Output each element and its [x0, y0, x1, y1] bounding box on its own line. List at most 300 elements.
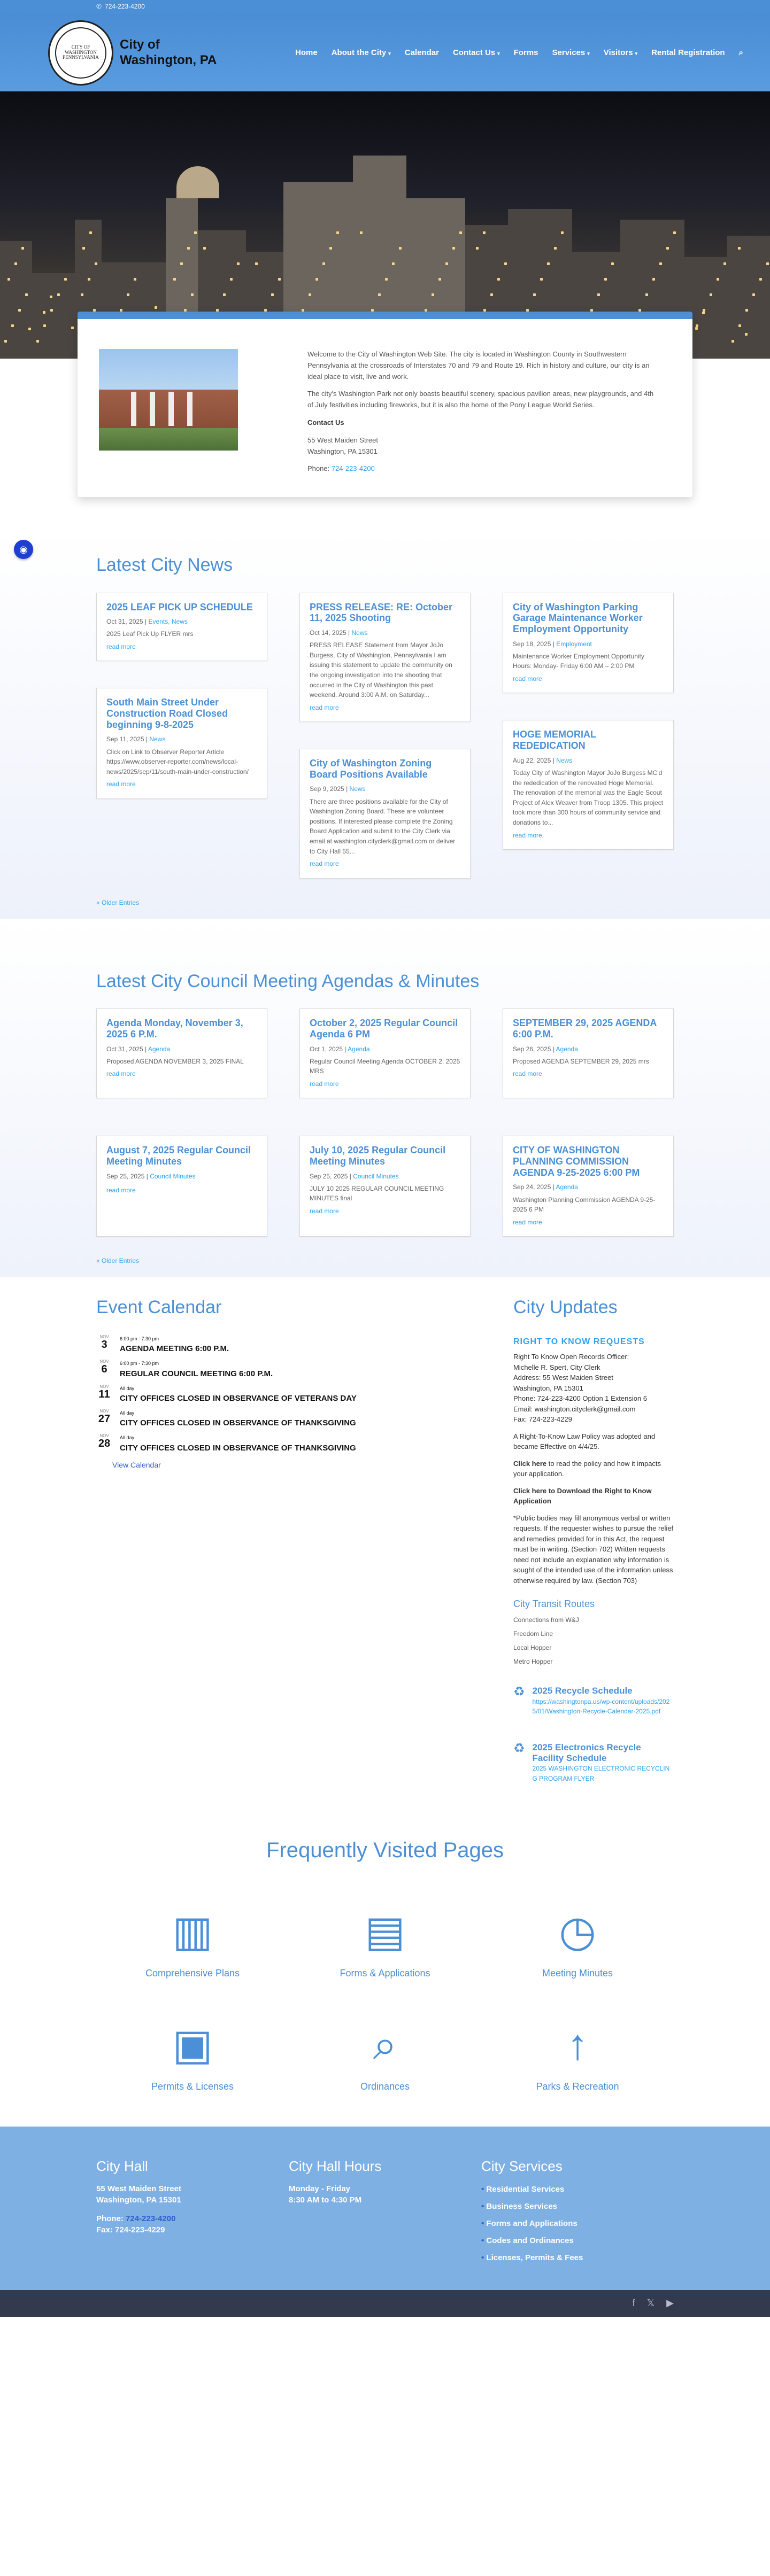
- event-day: 28: [98, 1438, 111, 1450]
- site-footer: [0, 2127, 770, 2290]
- post-meta: [513, 639, 664, 649]
- window-light: [21, 247, 24, 250]
- chevron-down-icon: ▾: [587, 50, 590, 56]
- footer-address-2: Washington, PA 15301: [96, 2195, 181, 2205]
- meetings-heading: Latest City Council Meeting Agendas & Minutes: [96, 971, 480, 991]
- window-light: [399, 247, 402, 250]
- footer-service-item: [481, 2252, 674, 2264]
- event-month: NOV: [99, 1334, 109, 1339]
- window-light: [173, 278, 176, 281]
- nav-label: Home: [295, 48, 318, 57]
- footer-phone-link[interactable]: 724-223-4200: [126, 2214, 176, 2223]
- window-light: [645, 293, 648, 296]
- post-category-link[interactable]: Council Minutes: [150, 1172, 196, 1180]
- post-title-link[interactable]: July 10, 2025 Regular Council Meeting Minutes: [310, 1145, 446, 1167]
- window-light: [255, 262, 258, 265]
- post-title-link[interactable]: SEPTEMBER 29, 2025 AGENDA 6:00 P.M.: [513, 1018, 657, 1039]
- accessibility-icon[interactable]: ◉: [14, 540, 33, 559]
- event-month: NOV: [99, 1408, 109, 1414]
- window-light: [360, 231, 363, 234]
- post-date: Sep 25, 2025: [310, 1172, 348, 1180]
- post-category-link[interactable]: Agenda: [348, 1045, 370, 1053]
- post-excerpt: PRESS RELEASE Statement from Mayor JoJo Burgess, City of Washington, Pennsylvania I am issuing this statement to update the community on the ongoing investigation into the shooting that occurred in the City of Washington this past weekend. Around 3:00 A.M. on Saturday...: [310, 641, 452, 699]
- city-seal-logo[interactable]: [48, 20, 113, 86]
- nav-item-0[interactable]: [295, 46, 318, 59]
- clock-icon: ◷: [559, 1907, 596, 1955]
- read-more-link[interactable]: read more: [513, 1070, 542, 1078]
- meetings-grid: [96, 1008, 674, 1237]
- youtube-icon[interactable]: ▶: [666, 2298, 674, 2309]
- event-day: 27: [98, 1413, 111, 1425]
- meta-separator: |: [143, 1045, 148, 1053]
- window-light: [203, 247, 206, 250]
- calendar-event[interactable]: [96, 1360, 476, 1380]
- event-info: [120, 1360, 273, 1380]
- window-light: [673, 231, 676, 234]
- post-date: Oct 31, 2025: [106, 1045, 143, 1053]
- recycle-title: 2025 Electronics Recycle Facility Schedule: [532, 1742, 641, 1764]
- read-more-link[interactable]: read more: [106, 1070, 136, 1078]
- transit-route-link[interactable]: Local Hopper: [513, 1644, 552, 1652]
- post-meta: [513, 756, 664, 766]
- window-light: [155, 306, 157, 309]
- window-light: [752, 293, 755, 296]
- window-light: [604, 278, 607, 281]
- search-icon[interactable]: ⌕: [738, 48, 743, 57]
- news-card: [503, 720, 674, 850]
- nav-label: About the City: [331, 48, 387, 57]
- event-info: [120, 1434, 356, 1454]
- nav-label: Calendar: [404, 48, 439, 57]
- window-light: [57, 293, 60, 296]
- window-light: [134, 278, 136, 281]
- window-light: [82, 247, 85, 250]
- window-light: [315, 278, 318, 281]
- window-light: [378, 293, 381, 296]
- meta-separator: |: [343, 1045, 348, 1053]
- window-light: [652, 278, 655, 281]
- news-older-entries-link[interactable]: « Older Entries: [96, 898, 140, 906]
- footer-service-link[interactable]: Licenses, Permits & Fees: [486, 2253, 583, 2262]
- transit-route-link[interactable]: Connections from W&J: [513, 1616, 579, 1624]
- facebook-icon[interactable]: f: [632, 2298, 635, 2309]
- recycle-icon: ♻: [513, 1685, 525, 1700]
- post-excerpt: Regular Council Meeting Agenda OCTOBER 2, 2025 MRS: [310, 1057, 460, 1075]
- event-time: All day: [120, 1435, 135, 1441]
- window-light: [438, 278, 441, 281]
- post-category-link[interactable]: News: [349, 785, 366, 793]
- post-meta: [310, 628, 460, 638]
- footer-address-1: 55 West Maiden Street: [96, 2184, 181, 2193]
- read-more-link[interactable]: read more: [513, 675, 542, 682]
- event-time: 6:00 pm - 7:30 pm: [120, 1336, 159, 1341]
- arrow-up-icon: ↑: [567, 2021, 588, 2069]
- city-updates: [513, 1293, 674, 1790]
- calendar-event[interactable]: [96, 1434, 476, 1454]
- footer-service-link[interactable]: Forms and Applications: [486, 2218, 578, 2228]
- meeting-card: [503, 1136, 674, 1237]
- rtk-policy-text: to read the policy and how it impacts your application.: [513, 1459, 661, 1478]
- footer-service-item: [481, 2217, 674, 2230]
- window-light: [336, 231, 339, 234]
- post-title-link[interactable]: City of Washington Zoning Board Positions Available: [310, 758, 432, 780]
- site-title-line2: Washington, PA: [120, 52, 217, 67]
- calendar-event[interactable]: [96, 1335, 476, 1355]
- event-day: 6: [101, 1363, 107, 1376]
- event-title[interactable]: CITY OFFICES CLOSED IN OBSERVANCE OF THANKSGIVING: [120, 1443, 356, 1453]
- intro-address-2: Washington, PA 15301: [307, 447, 378, 455]
- window-light: [309, 293, 311, 296]
- event-date: [96, 1360, 112, 1375]
- read-more-link[interactable]: read more: [106, 780, 136, 788]
- window-light: [483, 231, 486, 234]
- post-meta: [513, 1044, 664, 1054]
- post-category-link[interactable]: Agenda: [556, 1045, 578, 1053]
- window-light: [710, 293, 712, 296]
- post-date: Oct 1, 2025: [310, 1045, 343, 1053]
- window-light: [223, 293, 226, 296]
- post-title-link[interactable]: PRESS RELEASE: RE: October 11, 2025 Shooting: [310, 601, 453, 624]
- post-date: Sep 25, 2025: [106, 1172, 145, 1180]
- frequent-link[interactable]: [96, 1905, 289, 1981]
- frequent-link-label: Permits & Licenses: [151, 2081, 234, 2092]
- news-card: [503, 593, 674, 694]
- footer-service-link[interactable]: Business Services: [486, 2201, 558, 2211]
- window-light: [230, 278, 233, 281]
- intro-card: [78, 312, 692, 497]
- read-more-link[interactable]: read more: [106, 1186, 136, 1194]
- seal-text: CITY OF WASHINGTON PENNSYLVANIA: [55, 27, 106, 79]
- window-light: [432, 293, 434, 296]
- meetings-older-entries-link[interactable]: « Older Entries: [96, 1257, 140, 1265]
- window-light: [385, 278, 388, 281]
- nav-item-2[interactable]: [405, 46, 439, 59]
- frequently-visited-section: [0, 1812, 770, 2127]
- post-title-link[interactable]: 2025 LEAF PICK UP SCHEDULE: [106, 601, 253, 612]
- window-light: [329, 247, 332, 250]
- post-title-link[interactable]: October 2, 2025 Regular Council Agenda 6 PM: [310, 1018, 458, 1039]
- window-light: [759, 278, 762, 281]
- intro-address-1: 55 West Maiden Street: [307, 436, 378, 444]
- window-light: [81, 293, 83, 296]
- meta-separator: |: [348, 1172, 353, 1180]
- window-light: [25, 293, 28, 296]
- post-meta: [513, 1182, 664, 1192]
- event-day: 11: [98, 1388, 110, 1400]
- post-title-link[interactable]: City of Washington Parking Garage Maintenance Worker Employment Opportunity: [513, 601, 643, 634]
- read-more-link[interactable]: read more: [310, 1207, 339, 1215]
- post-excerpt: Proposed AGENDA NOVEMBER 3, 2025 FINAL: [106, 1057, 244, 1065]
- window-light: [540, 278, 543, 281]
- read-more-link[interactable]: read more: [513, 831, 542, 839]
- nav-item-3[interactable]: [453, 46, 500, 59]
- top-phone[interactable]: 724-223-4200: [105, 3, 145, 11]
- calendar-updates-section: [0, 1277, 770, 1811]
- nav-item-7[interactable]: [651, 46, 725, 59]
- calendar-event[interactable]: [96, 1385, 476, 1405]
- window-light: [187, 247, 190, 250]
- id-badge-icon: ▣: [172, 2021, 213, 2069]
- news-column: [503, 593, 674, 879]
- meeting-card: [96, 1008, 267, 1098]
- event-month: NOV: [99, 1359, 109, 1364]
- post-excerpt: Maintenance Worker Employment Opportunity Hours: Monday- Friday 6:00 AM – 2:00 PM: [513, 652, 644, 670]
- rtk-download-link[interactable]: Click here to Download the Right to Know Application: [513, 1486, 652, 1506]
- news-card: [299, 593, 471, 723]
- window-light: [392, 262, 395, 265]
- window-light: [611, 262, 614, 265]
- frequent-link[interactable]: [289, 2018, 481, 2094]
- meta-separator: |: [346, 629, 352, 637]
- window-light: [497, 278, 500, 281]
- frequent-link-label: Forms & Applications: [340, 1967, 430, 1978]
- post-date: Sep 26, 2025: [513, 1045, 551, 1053]
- calendar-event[interactable]: [96, 1409, 476, 1430]
- read-more-link[interactable]: read more: [310, 1080, 339, 1088]
- news-column: [96, 593, 267, 879]
- meta-separator: |: [551, 640, 557, 648]
- window-light: [322, 262, 325, 265]
- intro-phone-link[interactable]: 724-223-4200: [331, 464, 375, 473]
- footer-service-link[interactable]: Residential Services: [486, 2184, 565, 2194]
- document-search-icon: ⌕: [373, 2021, 397, 2069]
- transit-route-link[interactable]: Freedom Line: [513, 1630, 553, 1638]
- post-category-link[interactable]: News: [556, 756, 573, 764]
- chevron-down-icon: ▾: [497, 50, 500, 56]
- footer-service-item: [481, 2200, 674, 2213]
- intro-phone-label: Phone:: [307, 464, 330, 473]
- event-date: [96, 1335, 112, 1350]
- footer-cityhall-heading: City Hall: [96, 2158, 148, 2175]
- post-title-link[interactable]: CITY OF WASHINGTON PLANNING COMMISSION AGENDA 9-25-2025 6:00 PM: [513, 1145, 640, 1178]
- event-info: [120, 1385, 357, 1405]
- footer-city-hall: [96, 2155, 289, 2269]
- nav-item-4[interactable]: [514, 46, 538, 59]
- nav-label: Rental Registration: [651, 48, 725, 57]
- footer-services: [481, 2155, 674, 2269]
- recycle-title: 2025 Recycle Schedule: [532, 1686, 633, 1696]
- calendar-heading: Event Calendar: [96, 1297, 222, 1318]
- nav-label: Contact Us: [452, 48, 496, 57]
- meeting-card: [96, 1136, 267, 1237]
- event-info: [120, 1335, 229, 1355]
- read-more-link[interactable]: read more: [513, 1218, 542, 1226]
- frequent-link-label: Meeting Minutes: [542, 1967, 613, 1978]
- window-light: [95, 262, 97, 265]
- news-heading: Latest City News: [96, 555, 233, 576]
- event-day: 3: [101, 1338, 107, 1351]
- frequent-link[interactable]: [289, 1905, 481, 1981]
- window-light: [533, 293, 536, 296]
- post-excerpt: There are three positions available for the City of Washington Zoning Board. These are volunteer positions. If interested please complete the Zoning Board Application and submit to the City Clerk via email at washington.cityclerk@gmail.com or deliver to City Hall 55...: [310, 797, 456, 855]
- window-light: [7, 278, 10, 281]
- post-date: Oct 14, 2025: [310, 629, 346, 637]
- window-light: [666, 247, 669, 250]
- site-title-line1: City of: [120, 37, 160, 52]
- event-title[interactable]: AGENDA MEETING 6:00 P.M.: [120, 1344, 229, 1354]
- recycle-link[interactable]: https://washingtonpa.us/wp-content/uploads/2025/01/Washington-Recycle-Calendar-2025.pdf: [532, 1697, 670, 1716]
- window-light: [723, 262, 726, 265]
- recycle-icon: ♻: [513, 1741, 525, 1756]
- post-category-link[interactable]: Agenda: [556, 1183, 578, 1191]
- post-excerpt: Today City of Washington Mayor JoJo Burgess MC'd the rededication of the renovated Hoge Memorial. The renovation of the memorial was the Eagle Scout Project of Alex Weaver from Troop 1305. This project took more than 300 hours of community service and donations to...: [513, 769, 664, 826]
- updates-heading: City Updates: [513, 1297, 618, 1318]
- post-category-link[interactable]: Agenda: [148, 1045, 171, 1053]
- intro-paragraph-2: The city's Washington Park not only boasts beautiful scenery, spacious pavilion areas, new playgrounds, and 4th of July festivities including fireworks, but it is also the home of the Pony League World Series.: [307, 390, 654, 409]
- intro-text: [307, 349, 660, 481]
- window-light: [659, 262, 662, 265]
- post-meta: [106, 1044, 257, 1054]
- window-light: [445, 262, 448, 265]
- footer-service-item: [481, 2234, 674, 2247]
- window-light: [459, 231, 462, 234]
- event-time: All day: [120, 1410, 135, 1416]
- post-date: Sep 18, 2025: [513, 640, 551, 648]
- footer-service-link[interactable]: Codes and Ordinances: [486, 2236, 574, 2245]
- buildings-icon: ▥: [172, 1907, 213, 1955]
- window-light: [127, 293, 129, 296]
- window-light: [476, 247, 479, 250]
- window-light: [237, 262, 240, 265]
- window-light: [717, 278, 719, 281]
- nav-item-5[interactable]: [552, 46, 590, 59]
- rtk-policy: A Right-To-Know Law Policy was adopted and became Effective on 4/4/25.: [513, 1432, 656, 1451]
- x-twitter-icon[interactable]: 𝕏: [646, 2298, 655, 2309]
- window-light: [278, 278, 281, 281]
- capitol-dome: [176, 166, 219, 198]
- footer-hours-time: 8:30 AM to 4:30 PM: [289, 2195, 362, 2205]
- nav-item-6[interactable]: [604, 46, 637, 59]
- event-time: All day: [120, 1385, 135, 1391]
- frequent-link[interactable]: [481, 2018, 674, 2094]
- intro-paragraph-1: Welcome to the City of Washington Web Site. The city is located in Washington County in Southwestern Pennsylvania at the crossroads of Interstates 70 and 79 and Route 19. Rich in history and culture, our city is an ideal place to visit, live and work.: [307, 350, 650, 381]
- site-title[interactable]: [120, 37, 217, 68]
- documents-icon: ▤: [365, 1907, 405, 1955]
- post-excerpt: 2025 Leaf Pick Up FLYER mrs: [106, 630, 194, 638]
- frequent-link[interactable]: [481, 1905, 674, 1981]
- site-header: [0, 14, 770, 91]
- rtk-public-note: *Public bodies may fill anonymous verbal or written requests. If the requester wishes to pursue the relief and remedies provided for in this Act, the request must be in writing. (Section 702) Written requests need not include an explanation why information is sought of the intended use of the information unless otherwise required by law. (Section 703): [513, 1514, 674, 1585]
- meta-separator: |: [143, 618, 149, 626]
- meta-separator: |: [344, 785, 350, 793]
- recycle-item: [513, 1742, 674, 1790]
- window-light: [452, 247, 455, 250]
- top-bar: [0, 0, 770, 14]
- window-light: [88, 278, 90, 281]
- main-nav: [295, 46, 743, 59]
- window-light: [554, 247, 557, 250]
- frequent-link-label: Ordinances: [360, 2081, 410, 2092]
- window-light: [14, 262, 17, 265]
- post-category-link[interactable]: Employment: [556, 640, 592, 648]
- transit-route-link[interactable]: Metro Hopper: [513, 1658, 553, 1666]
- post-category-link[interactable]: Events, News: [148, 618, 188, 626]
- post-meta: [310, 784, 460, 794]
- post-date: Aug 22, 2025: [513, 756, 551, 764]
- meta-separator: |: [144, 735, 150, 743]
- post-title-link[interactable]: HOGE MEMORIAL REDEDICATION: [513, 729, 596, 751]
- event-calendar: [96, 1293, 476, 1790]
- frequent-grid: [96, 1905, 674, 2095]
- post-meta: [106, 1171, 257, 1182]
- nav-item-1[interactable]: [332, 46, 391, 59]
- recycle-list: [513, 1686, 674, 1790]
- post-category-link[interactable]: Council Minutes: [353, 1172, 399, 1180]
- window-light: [271, 293, 274, 296]
- meeting-card: [299, 1008, 471, 1098]
- post-category-link[interactable]: News: [149, 735, 166, 743]
- meta-separator: |: [144, 1172, 150, 1180]
- frequent-heading: Frequently Visited Pages: [266, 1838, 504, 1862]
- window-light: [180, 262, 183, 265]
- post-excerpt: Proposed AGENDA SEPTEMBER 29, 2025 mrs: [513, 1057, 649, 1065]
- window-light: [766, 262, 769, 265]
- window-light: [597, 293, 600, 296]
- post-excerpt: JULY 10 2025 REGULAR COUNCIL MEETING MINUTES final: [310, 1184, 444, 1202]
- frequent-link-label: Comprehensive Plans: [145, 1967, 240, 1978]
- post-title-link[interactable]: Agenda Monday, November 3, 2025 6 P.M.: [106, 1018, 243, 1039]
- meetings-section: [0, 919, 770, 1277]
- transit-heading: City Transit Routes: [513, 1599, 595, 1610]
- footer-fax: Fax: 724-223-4229: [96, 2225, 165, 2234]
- footer-hours-days: Monday - Friday: [289, 2184, 351, 2193]
- meta-separator: |: [551, 1183, 556, 1191]
- news-card: [96, 688, 267, 798]
- post-date: Sep 24, 2025: [513, 1183, 551, 1191]
- window-light: [50, 296, 52, 298]
- transit-routes: [513, 1596, 674, 1666]
- meeting-card: [299, 1136, 471, 1237]
- post-meta: [310, 1044, 460, 1054]
- recycle-link[interactable]: 2025 WASHINGTON ELECTRONIC RECYCLING PROGRAM FLYER: [532, 1765, 670, 1783]
- post-title-link[interactable]: South Main Street Under Construction Road Closed beginning 9-8-2025: [106, 697, 228, 730]
- news-column: [299, 593, 471, 879]
- event-date: [96, 1409, 112, 1424]
- post-title-link[interactable]: August 7, 2025 Regular Council Meeting Minutes: [106, 1145, 251, 1167]
- news-card: [299, 749, 471, 879]
- intro-contact-heading: Contact Us: [307, 418, 344, 426]
- footer-hours: [289, 2155, 481, 2269]
- window-light: [490, 293, 493, 296]
- event-info: [120, 1409, 356, 1430]
- window-light: [738, 247, 741, 250]
- post-date: Sep 9, 2025: [310, 785, 344, 793]
- event-title[interactable]: REGULAR COUNCIL MEETING 6:00 P.M.: [120, 1369, 273, 1378]
- footer-service-item: [481, 2183, 674, 2196]
- chevron-down-icon: ▾: [388, 50, 391, 56]
- event-list: [96, 1335, 476, 1455]
- news-section: [0, 529, 770, 919]
- read-more-link[interactable]: read more: [310, 703, 339, 711]
- rtk-policy-link[interactable]: Click here: [513, 1459, 547, 1468]
- post-category-link[interactable]: News: [351, 629, 368, 637]
- view-calendar-link[interactable]: View Calendar: [112, 1460, 161, 1469]
- frequent-link[interactable]: [96, 2018, 289, 2094]
- news-card: [96, 593, 267, 662]
- event-title[interactable]: CITY OFFICES CLOSED IN OBSERVANCE OF THANKSGIVING: [120, 1418, 356, 1428]
- event-title[interactable]: CITY OFFICES CLOSED IN OBSERVANCE OF VETERANS DAY: [120, 1393, 357, 1403]
- rtk-contact: Right To Know Open Records Officer: Michelle R. Spert, City Clerk Address: 55 West Maiden Street Washington, PA 15301 Phone: 724-223-4200 Option 1 Extension 6 Email: washington.cityclerk@gmail.com Fax: 724-223-4229: [513, 1353, 648, 1424]
- nav-label: Forms: [513, 48, 538, 57]
- event-time: 6:00 pm - 7:30 pm: [120, 1361, 159, 1367]
- footer-services-heading: City Services: [481, 2158, 563, 2175]
- read-more-link[interactable]: read more: [106, 643, 136, 651]
- post-date: Oct 31, 2025: [106, 618, 143, 626]
- post-excerpt: Click on Link to Observer Reporter Article https://www.observer-reporter.com/news/local-news/2025/sep/11/south-main-under-construction/: [106, 748, 249, 775]
- meta-separator: |: [551, 1045, 556, 1053]
- read-more-link[interactable]: read more: [310, 860, 339, 868]
- post-meta: [106, 734, 257, 744]
